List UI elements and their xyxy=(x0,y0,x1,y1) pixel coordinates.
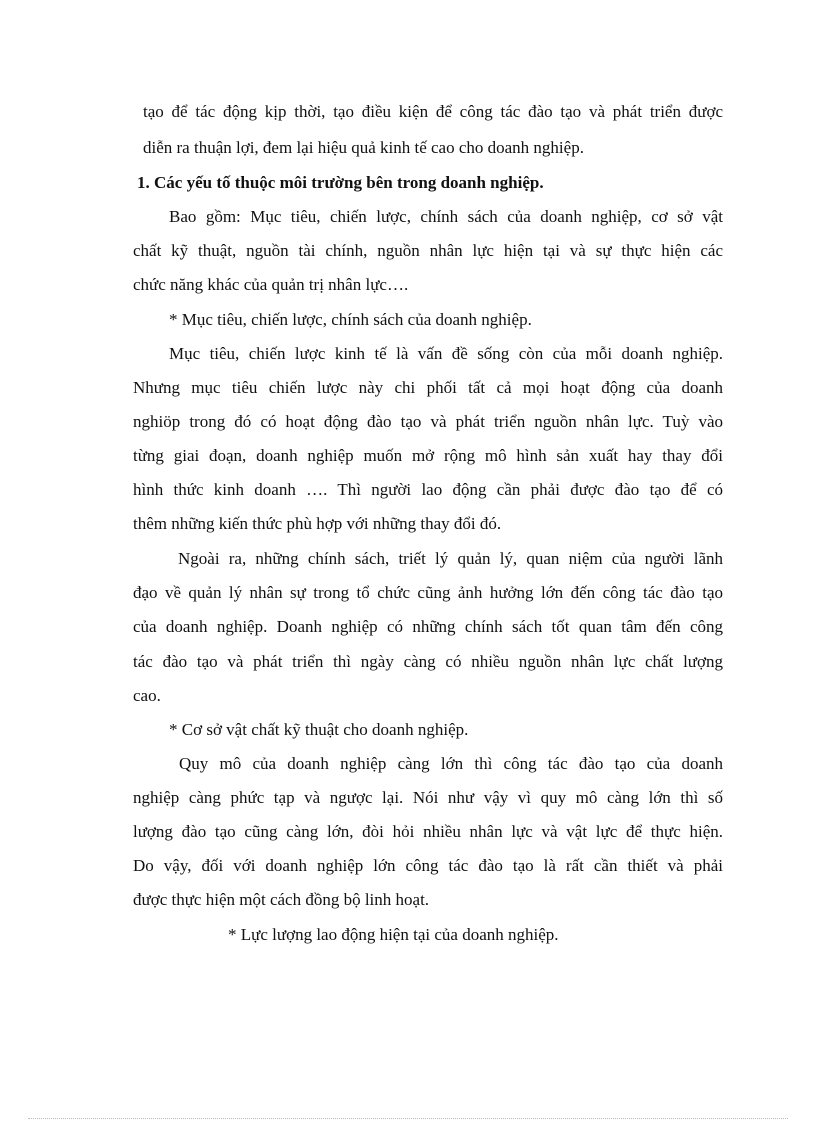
text-line: chất kỹ thuật, nguồn tài chính, nguồn nhân lực hiện tại và sự thực hiện các xyxy=(133,241,723,260)
text-line: tác đào tạo và phát triển thì ngày càng có nhiều nguồn nhân lực chất lượng xyxy=(133,652,723,671)
text-line: của doanh nghiệp. Doanh nghiệp có những chính sách tốt quan tâm đến công xyxy=(133,617,723,636)
text-line: được thực hiện một cách đồng bộ linh hoạt. xyxy=(133,890,430,909)
text-line: thêm những kiến thức phù hợp với những thay đổi đó. xyxy=(133,514,502,533)
page-bottom-rule xyxy=(28,1118,788,1119)
section-heading: 1. Các yếu tố thuộc môi trường bên trong doanh nghiệp. xyxy=(137,173,544,192)
text-line: chức năng khác của quản trị nhân lực…. xyxy=(133,275,409,294)
text-line: cao. xyxy=(133,686,161,705)
text-line: đạo về quản lý nhân sự trong tổ chức cũng ảnh hưởng lớn đến công tác đào tạo xyxy=(133,583,723,602)
text-line: nghiöp trong đó có hoạt động đào tạo và phát triển nguồn nhân lực. Tuỳ vào xyxy=(133,412,723,431)
subheading: * Cơ sở vật chất kỹ thuật cho doanh nghiệp. xyxy=(169,720,469,739)
text-line: Ngoài ra, những chính sách, triết lý quản lý, quan niệm của người lãnh xyxy=(178,549,723,568)
text-line: diễn ra thuận lợi, đem lại hiệu quả kinh tế cao cho doanh nghiệp. xyxy=(143,138,584,157)
text-line: lượng đào tạo cũng càng lớn, đòi hỏi nhiều nhân lực và vật lực để thực hiện. xyxy=(133,822,723,841)
text-line: Quy mô của doanh nghiệp càng lớn thì công tác đào tạo của doanh xyxy=(179,754,723,773)
text-line: tạo để tác động kịp thời, tạo điều kiện để công tác đào tạo và phát triển được xyxy=(143,102,723,121)
text-line: từng giai đoạn, doanh nghiệp muốn mở rộng mô hình sản xuất hay thay đổi xyxy=(133,446,723,465)
text-line: Bao gồm: Mục tiêu, chiến lược, chính sách của doanh nghiệp, cơ sở vật xyxy=(169,207,723,226)
subheading: * Lực lượng lao động hiện tại của doanh nghiệp. xyxy=(228,925,559,944)
text-line: nghiệp càng phức tạp và ngược lại. Nói như vậy vì quy mô càng lớn thì số xyxy=(133,788,723,807)
text-line: Nhưng mục tiêu chiến lược này chi phối tất cả mọi hoạt động của doanh xyxy=(133,378,723,397)
text-line: Do vậy, đối với doanh nghiệp lớn công tác đào tạo là rất cần thiết và phải xyxy=(133,856,723,875)
subheading: * Mục tiêu, chiến lược, chính sách của doanh nghiệp. xyxy=(169,310,532,329)
text-line: hình thức kinh doanh …. Thì người lao động cần phải được đào tạo để có xyxy=(133,480,723,499)
text-line: Mục tiêu, chiến lược kinh tế là vấn đề sống còn của mỗi doanh nghiệp. xyxy=(169,344,723,363)
